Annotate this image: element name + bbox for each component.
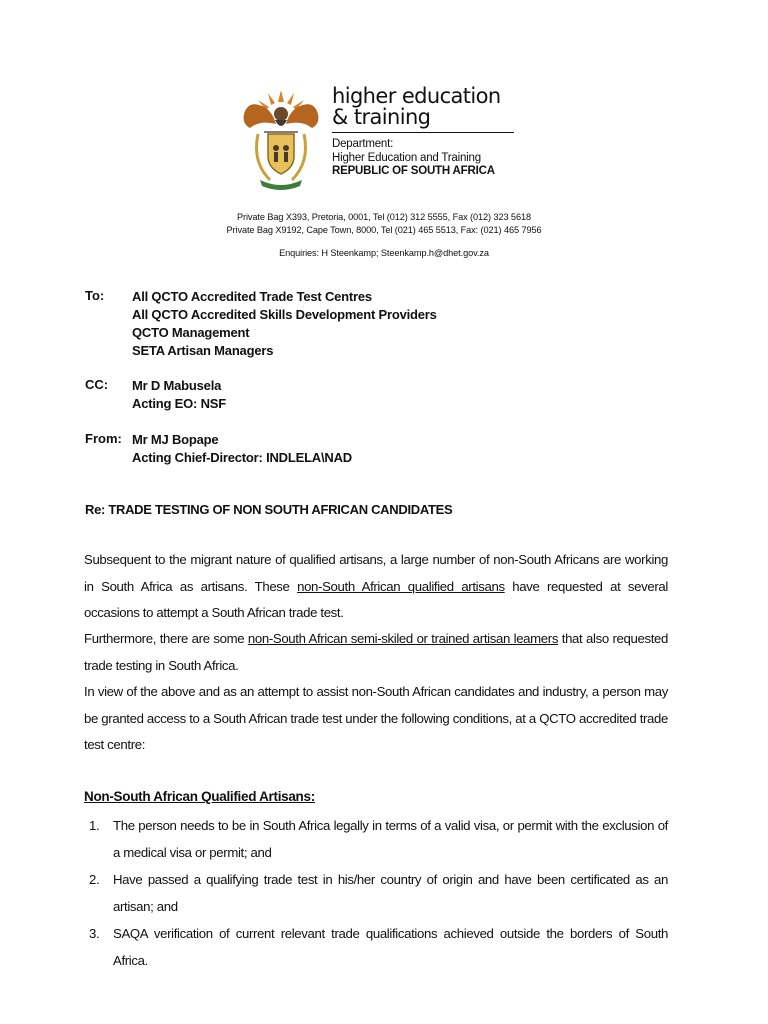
brand-divider: [332, 132, 514, 133]
to-recipient: All QCTO Accredited Trade Test Centres: [132, 289, 372, 304]
list-item: [84, 920, 668, 974]
list-text: The person needs to be in South Africa legally in terms of a valid visa, or permit with the exclusion of a medical visa or permit; and: [113, 818, 668, 860]
underlined-phrase: non-South African qualified artisans: [297, 578, 505, 594]
to-recipient: SETA Artisan Managers: [132, 343, 274, 358]
address-pretoria: Private Bag X393, Pretoria, 0001, Tel (012) 312 5555, Fax (012) 323 5618: [237, 212, 531, 222]
paragraph-2: [84, 626, 668, 679]
address-cape-town: Private Bag X9192, Cape Town, 8000, Tel (021) 465 5513, Fax: (021) 465 7956: [226, 225, 542, 235]
paragraph-text: have requested at several occasions to attempt a South African trade test.: [84, 578, 668, 620]
coat-of-arms-icon: [238, 84, 324, 192]
sender-name: Mr MJ Bopape: [132, 432, 219, 447]
cc-recipient: Mr D Mabusela: [132, 378, 222, 393]
enquiries-line: Enquiries: H Steenkamp; Steenkamp.h@dhet.gov.za: [279, 248, 489, 258]
paragraph-text: Subsequent to the migrant nature of qualified artisans, a large number of non-South Africans are working in South Africa as artisans. These: [84, 552, 668, 594]
to-recipient: All QCTO Accredited Skills Development Providers: [132, 307, 437, 322]
paragraph-text: Furthermore, there are some: [84, 631, 248, 646]
paragraph-1: [84, 547, 668, 627]
list-number: 2.: [89, 872, 100, 887]
letterhead-brand: [332, 86, 532, 179]
cc-label: CC:: [85, 377, 109, 392]
list-item: [84, 812, 668, 866]
conditions-list: [84, 812, 668, 974]
department-label: Department:: [332, 138, 394, 150]
underlined-phrase: non-South African semi-skiled or trained artisan leamers: [247, 631, 559, 646]
sender-title: Acting Chief-Director: INDLELA\NAD: [132, 450, 352, 465]
section-heading: Non-South African Qualified Artisans:: [84, 789, 315, 804]
country-name: REPUBLIC OF SOUTH AFRICA: [332, 165, 495, 177]
list-text: Have passed a qualifying trade test in his/her country of origin and have been certificated as an artisan; and: [113, 872, 668, 914]
to-recipient: QCTO Management: [132, 325, 250, 340]
brand-title-line2: & training: [332, 105, 431, 129]
department-info: [332, 138, 532, 179]
paragraph-3: In view of the above and as an attempt to assist non-South African candidates and industry, a person may be granted access to a South African trade test under the following conditions, at a QCTO accredited trade test centre:: [84, 684, 668, 752]
from-label: From:: [85, 431, 122, 446]
list-text: SAQA verification of current relevant trade qualifications achieved outside the borders of South Africa.: [113, 926, 668, 968]
subject-line: Re: TRADE TESTING OF NON SOUTH AFRICAN CANDIDATES: [85, 502, 453, 517]
cc-recipient-title: Acting EO: NSF: [132, 396, 226, 411]
to-label: To:: [85, 288, 105, 303]
list-number: 1.: [89, 818, 100, 833]
brand-title-line1: higher education: [332, 84, 501, 108]
list-number: 3.: [89, 926, 100, 941]
list-item: [84, 866, 668, 920]
department-name: Higher Education and Training: [332, 151, 481, 164]
paragraph-text: that also requested trade testing in South Africa.: [84, 631, 668, 673]
